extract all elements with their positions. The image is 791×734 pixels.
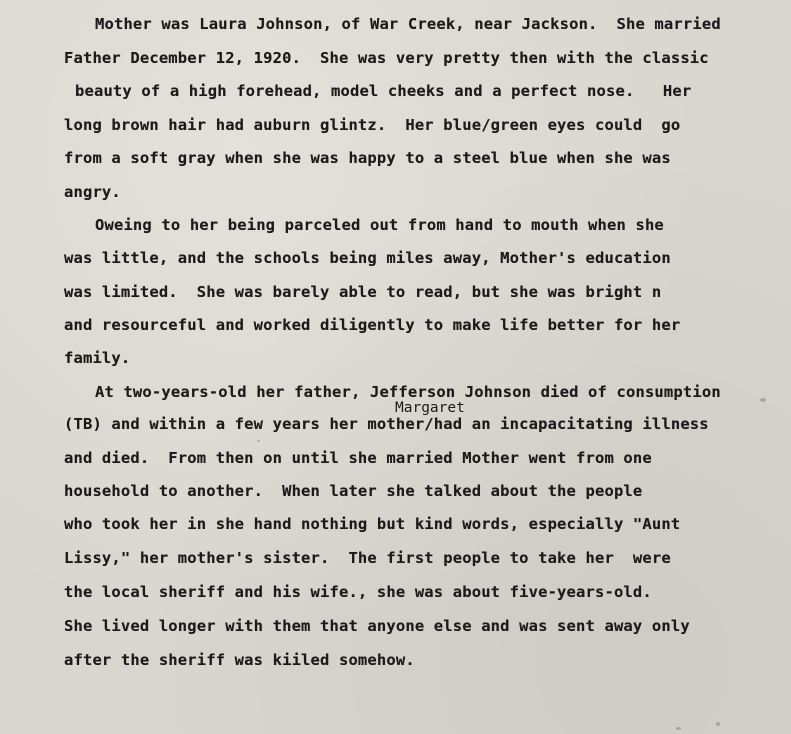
text-line: was little, and the schools being miles away, Mother's education [64,249,671,267]
paper-speck [716,722,720,726]
text-line: after the sheriff was kiiled somehow. [64,651,415,669]
text-line: the local sheriff and his wife., she was about five-years-old. [64,583,652,601]
text-line: Father December 12, 1920. She was very pretty then with the classic [64,49,709,67]
text-line: from a soft gray when she was happy to a steel blue when she was [64,149,671,167]
text-line: angry. [64,183,121,201]
text-line: She lived longer with them that anyone else and was sent away only [64,617,690,635]
paper-speck [676,727,681,730]
text-line: who took her in she hand nothing but kind words, especially "Aunt [64,515,681,533]
paper-speck [257,440,260,442]
text-line: Oweing to her being parceled out from hand to mouth when she [95,216,664,234]
text-line: household to another. When later she talked about the people [64,482,643,500]
text-line: Lissy," her mother's sister. The first people to take her were [64,549,671,567]
text-line: was limited. She was barely able to read, but she was bright n [64,283,662,301]
paper-speck [760,398,766,402]
interlinear-insert: Margaret [395,400,465,416]
text-line: At two-years-old her father, Jefferson Johnson died of consumption [95,383,721,401]
text-line: beauty of a high forehead, model cheeks and a perfect nose. Her [75,82,692,100]
text-line: (TB) and within a few years her mother/had an incapacitating illness [64,415,709,433]
text-line: and resourceful and worked diligently to make life better for her [64,316,681,334]
text-line: and died. From then on until she married Mother went from one [64,449,652,467]
text-line: Mother was Laura Johnson, of War Creek, near Jackson. She married [95,15,721,33]
text-line: long brown hair had auburn glintz. Her blue/green eyes could go [64,116,681,134]
text-line: family. [64,349,131,367]
